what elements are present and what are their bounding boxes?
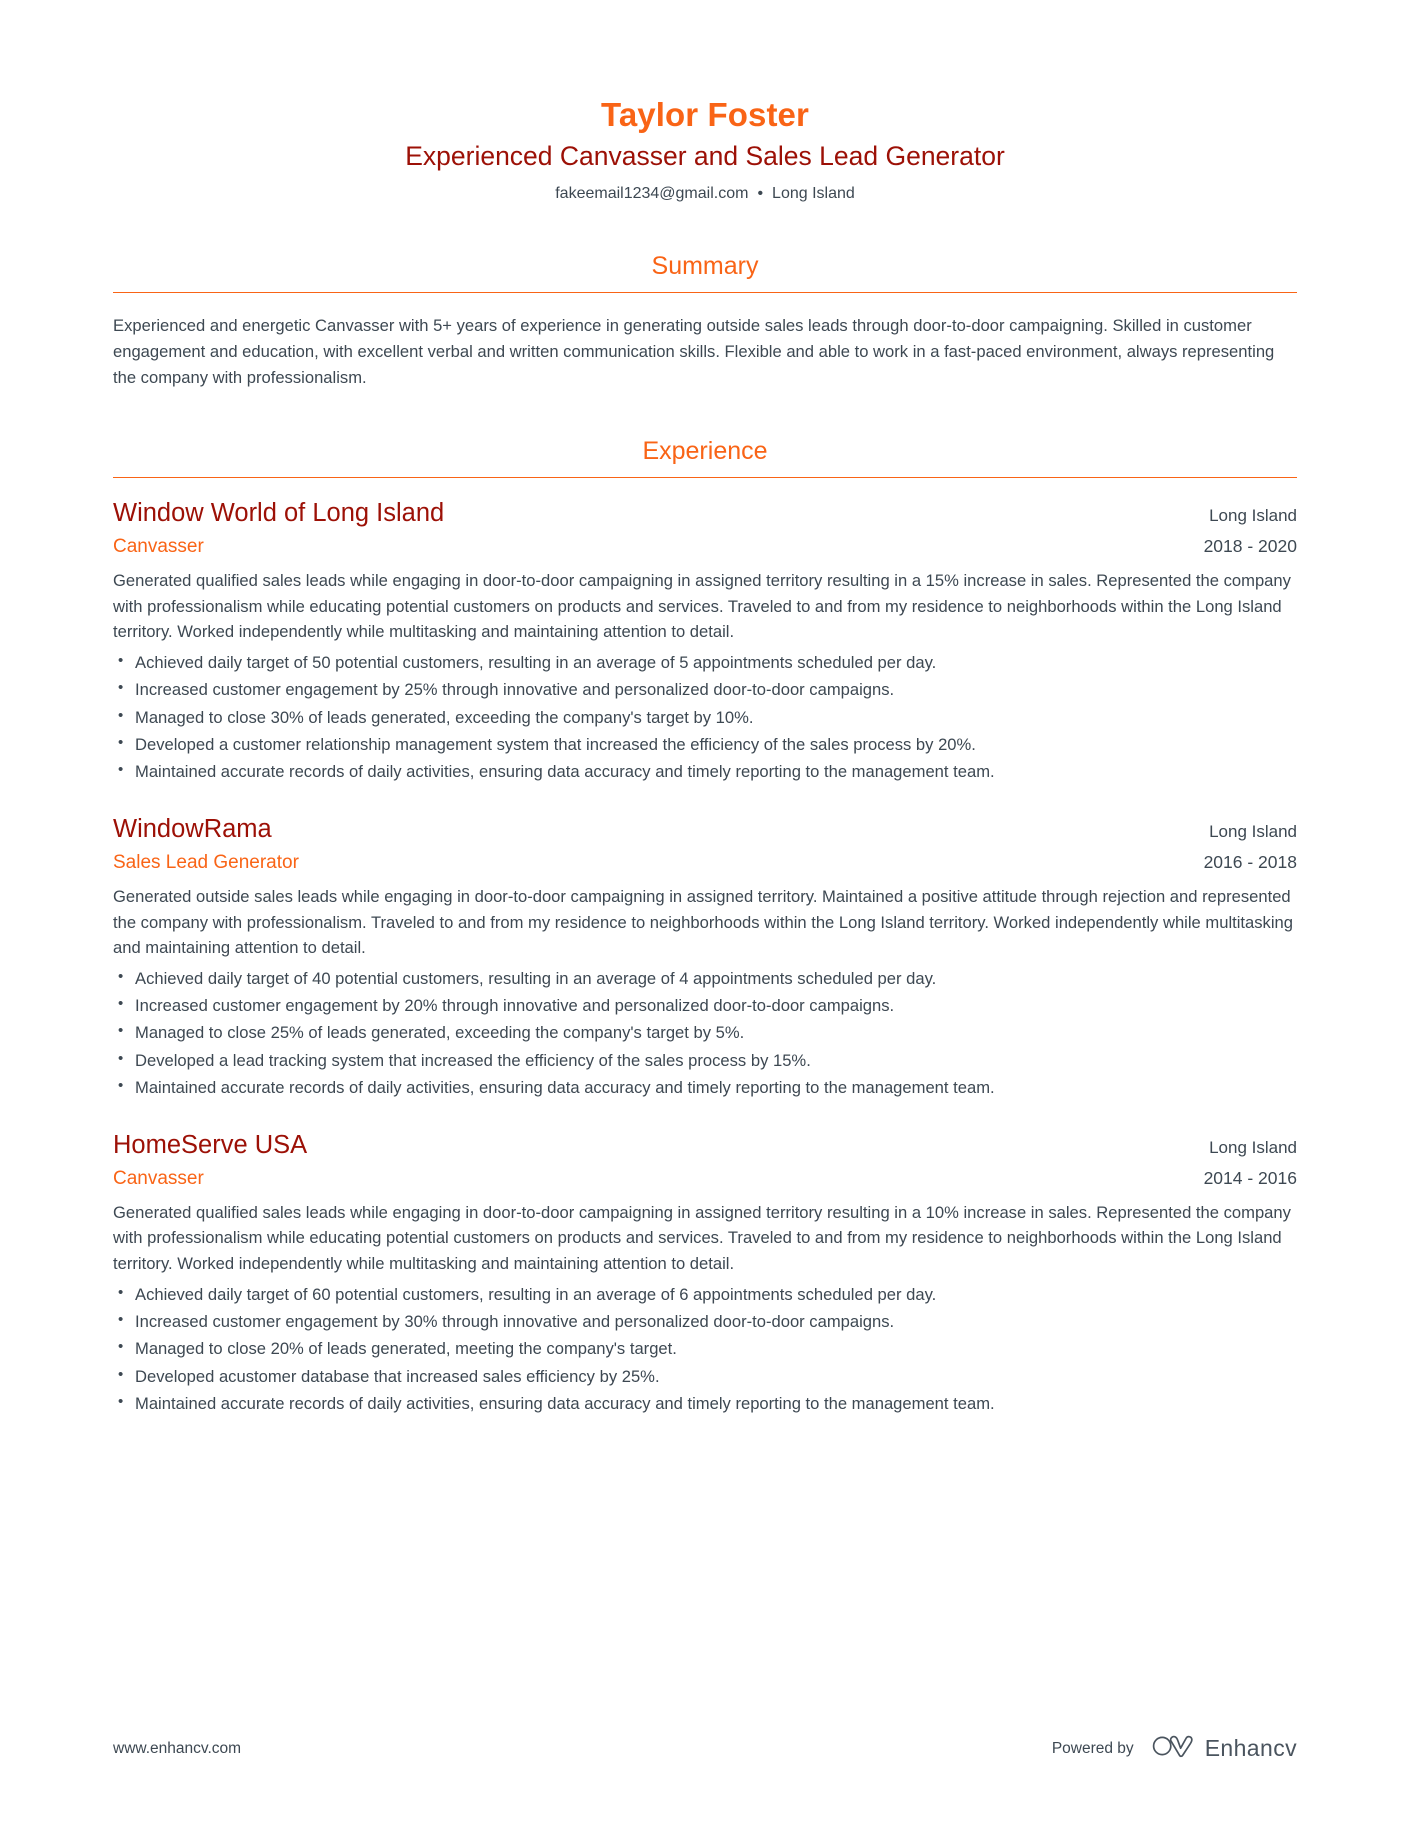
experience-bullet: • Developed a customer relationship management system that increased the efficiency of the sales process by 20%. bbox=[113, 733, 1297, 757]
experience-job-title: Sales Lead Generator bbox=[113, 852, 299, 874]
experience-dates: 2018 - 2020 bbox=[1203, 536, 1297, 557]
contact-location: Long Island bbox=[772, 185, 855, 203]
resume-header bbox=[113, 0, 1297, 205]
experience-bullet: • Maintained accurate records of daily activities, ensuring data accuracy and timely reporting to the management team. bbox=[113, 1076, 1297, 1100]
experience-bullet: • Developed a lead tracking system that increased the efficiency of the sales process by 15%. bbox=[113, 1049, 1297, 1073]
footer-brand-area bbox=[1052, 1733, 1297, 1764]
experience-description: Generated qualified sales leads while engaging in door-to-door campaigning in assigned territory resulting in a 15% increase in sales. Represented the company with professionalism while educating potential customers on products and services. Traveled to and from my residence to neighborhoods within the Long Island territory. Worked independently while multitasking and maintaining attention to detail. bbox=[113, 570, 1291, 642]
experience-company: HomeServe USA bbox=[113, 1131, 308, 1160]
summary-body bbox=[113, 293, 1297, 390]
experience-entry bbox=[113, 814, 1297, 1100]
summary-text: Experienced and energetic Canvasser with 5+ years of experience in generating outside sales leads through door-to-door campaigning. Skilled in customer engagement and education, with excellent verbal and written communication skills. Flexible and able to work in a fast-paced environment, always representing the company with professionalism. bbox=[113, 316, 1275, 387]
experience-entry-subheader bbox=[113, 1162, 1297, 1191]
experience-bullet: • Maintained accurate records of daily activities, ensuring data accuracy and timely reporting to the management team. bbox=[113, 1392, 1297, 1416]
experience-bullet: • Achieved daily target of 50 potential customers, resulting in an average of 5 appointments scheduled per day. bbox=[113, 651, 1297, 675]
experience-company: WindowRama bbox=[113, 815, 272, 844]
section-experience bbox=[113, 436, 1297, 1416]
experience-bullet-list bbox=[113, 651, 1297, 784]
experience-location: Long Island bbox=[1209, 822, 1297, 842]
experience-job-title: Canvasser bbox=[113, 1167, 204, 1189]
section-summary bbox=[113, 251, 1297, 390]
experience-bullet: • Managed to close 20% of leads generated, meeting the company's target. bbox=[113, 1337, 1297, 1361]
experience-company: Window World of Long Island bbox=[113, 499, 445, 528]
enhancv-brand bbox=[1150, 1733, 1297, 1764]
experience-bullet: • Increased customer engagement by 25% through innovative and personalized door-to-door campaigns. bbox=[113, 678, 1297, 702]
experience-bullet-list bbox=[113, 1283, 1297, 1416]
experience-bullet: • Achieved daily target of 40 potential customers, resulting in an average of 4 appointments scheduled per day. bbox=[113, 967, 1297, 991]
experience-dates: 2016 - 2018 bbox=[1203, 852, 1297, 873]
experience-bullet: • Developed acustomer database that increased sales efficiency by 25%. bbox=[113, 1365, 1297, 1389]
experience-entry-subheader bbox=[113, 846, 1297, 875]
experience-entry-subheader bbox=[113, 530, 1297, 559]
experience-bullet: • Managed to close 30% of leads generated, exceeding the company's target by 10%. bbox=[113, 706, 1297, 730]
experience-bullet: • Achieved daily target of 60 potential customers, resulting in an average of 6 appointments scheduled per day. bbox=[113, 1283, 1297, 1307]
experience-bullet: • Managed to close 25% of leads generated, exceeding the company's target by 5%. bbox=[113, 1021, 1297, 1045]
experience-entry-header bbox=[113, 1130, 1297, 1162]
contact-line bbox=[113, 184, 1297, 205]
section-title-experience: Experience bbox=[642, 437, 768, 466]
experience-bullet: • Maintained accurate records of daily activities, ensuring data accuracy and timely reporting to the management team. bbox=[113, 760, 1297, 784]
experience-location: Long Island bbox=[1209, 506, 1297, 526]
powered-by-label: Powered by bbox=[1051, 1739, 1134, 1757]
experience-entry-header bbox=[113, 814, 1297, 846]
experience-bullet-list bbox=[113, 967, 1297, 1100]
experience-bullet: • Increased customer engagement by 20% through innovative and personalized door-to-door campaigns. bbox=[113, 994, 1297, 1018]
section-title-summary: Summary bbox=[651, 252, 759, 281]
candidate-role: Experienced Canvasser and Sales Lead Generator bbox=[405, 140, 1005, 171]
experience-description: Generated outside sales leads while engaging in door-to-door campaigning in assigned territory. Maintained a positive attitude through rejection and represented the company with professionalism. Traveled to and from my residence to neighborhoods within the Long Island territory. Worked independently while multitasking and maintaining attention to detail. bbox=[113, 886, 1294, 958]
experience-location: Long Island bbox=[1209, 1138, 1297, 1158]
experience-entry bbox=[113, 498, 1297, 784]
experience-bullet: • Increased customer engagement by 30% through innovative and personalized door-to-door campaigns. bbox=[113, 1310, 1297, 1334]
experience-description: Generated qualified sales leads while engaging in door-to-door campaigning in assigned territory resulting in a 10% increase in sales. Represented the company with professionalism while educating potential customers on products and services. Traveled to and from my residence to neighborhoods within the Long Island territory. Worked independently while multitasking and maintaining attention to detail. bbox=[113, 1202, 1291, 1274]
experience-dates: 2014 - 2016 bbox=[1203, 1167, 1297, 1188]
experience-job-title: Canvasser bbox=[113, 536, 204, 558]
candidate-name: Taylor Foster bbox=[601, 96, 809, 133]
experience-entry-header bbox=[113, 498, 1297, 530]
enhancv-brand-name: Enhancv bbox=[1204, 1735, 1297, 1761]
footer-website-link[interactable]: www.enhancv.com bbox=[113, 1739, 242, 1757]
page-footer bbox=[113, 1733, 1297, 1764]
contact-email[interactable]: fakeemail1234@gmail.com bbox=[555, 185, 749, 203]
experience-entry bbox=[113, 1130, 1297, 1416]
experience-list bbox=[113, 478, 1297, 1416]
contact-separator-icon: • bbox=[757, 185, 764, 203]
enhancv-logo-icon bbox=[1150, 1733, 1196, 1764]
